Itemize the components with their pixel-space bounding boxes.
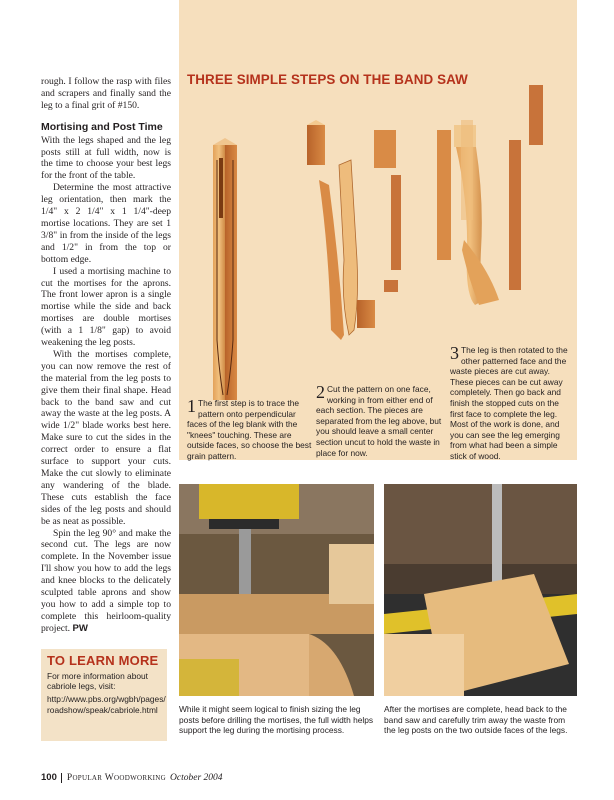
footer-divider: [61, 773, 62, 783]
step2-number: 2: [316, 382, 325, 402]
section-heading: Mortising and Post Time: [41, 120, 163, 133]
step1-text: The first step is to trace the pattern onto perpendicular faces of the leg blank with the "knees" touching. These are outside faces, so choose the best grain pattern.: [187, 398, 312, 461]
body-paragraph: With the mortises complete, you can now remove the rest of the material from the leg posts to give them their final shape. Head back to the band saw and cut away the waste at the leg posts. A wide 1/2" blade works best here. Make sure to cut the sides in the correct order to ensure a flat surface to support your cuts. Make the cut slowly to eliminate any wandering of the blade. These cuts establish the face sides of the leg posts and should be as neat as possible.: [41, 348, 171, 527]
leg-pieces-step2: [307, 120, 401, 340]
body-paragraph: Determine the most attractive leg orientation, then mark the 1/4" x 2 1/4" x 1 1/4"-deep mortise locations. They are set 1 3/8" in from the inside of the legs and 1/2" in from the top or bottom edge.: [41, 182, 171, 265]
signoff: PW: [72, 622, 88, 634]
step3-number: 3: [450, 343, 459, 363]
step3-caption: [450, 345, 572, 462]
band-saw-photo: [384, 484, 577, 696]
learn-more-title: TO LEARN MORE: [47, 653, 159, 668]
learn-more-link[interactable]: http://www.pbs.org/wgbh/pages/roadshow/speak/cabriole.html: [47, 694, 166, 715]
article-column: [41, 76, 171, 635]
step3-text: The leg is then rotated to the other patterned face and the waste pieces are cut away. These pieces can be cut away completely. Then go back and finish the stopped cuts on the first face to complete the leg. Most of the work is done, and you can see the leg emerging from what had been a simple stick of wood.: [450, 345, 568, 461]
left-photo-caption: While it might seem logical to finish sizing the leg posts before drilling the mortises, the full width helps support the leg during the mortising process.: [179, 704, 374, 736]
leg-blank-step1: [213, 138, 237, 400]
magazine-name: Popular Woodworking: [66, 773, 167, 783]
body-paragraph: I used a mortising machine to cut the mortises for the aprons. The front lower apron is a single mortise while the side and back mortises are double mortises (with a 1 1/8" gap) to avoid weakening the leg posts.: [41, 265, 171, 349]
learn-more-text: For more information about cabriole legs, visit:: [47, 671, 149, 692]
step1-caption: [187, 398, 312, 462]
learn-more-box: [41, 649, 167, 741]
page-number: 100: [41, 772, 57, 783]
step1-number: 1: [187, 396, 196, 416]
page-footer: [41, 772, 223, 783]
panel-title: THREE SIMPLE STEPS ON THE BAND SAW: [187, 72, 468, 87]
right-photo-caption: After the mortises are complete, head back to the band saw and carefully trim away the waste from the leg posts on the two outside faces of the legs.: [384, 704, 568, 736]
body-paragraph: [41, 528, 171, 635]
mortising-photo: [179, 484, 374, 696]
step2-caption: [316, 384, 446, 458]
closing-text: Spin the leg 90° and make the second cut. The legs are now complete. In the November issue I'll show you how to add the legs and knee blocks to the delicately sculpted table aprons and show you how to add a simple top to complete this heirloom-quality project.: [41, 527, 171, 634]
finished-leg-step3: [437, 85, 543, 305]
issue-date: October 2004: [170, 773, 223, 783]
intro-paragraph: rough. I follow the rasp with files and scrapers and finally sand the leg to a final grit of #150.: [41, 76, 171, 111]
body-paragraph: With the legs shaped and the leg posts still at full width, now is the time to choose your best legs for the front of the table.: [41, 134, 171, 182]
step2-text: Cut the pattern on one face, working in from either end of each section. The pieces are separated from the leg above, but you should leave a small center section uncut to hold the waste in place for now.: [316, 384, 442, 458]
